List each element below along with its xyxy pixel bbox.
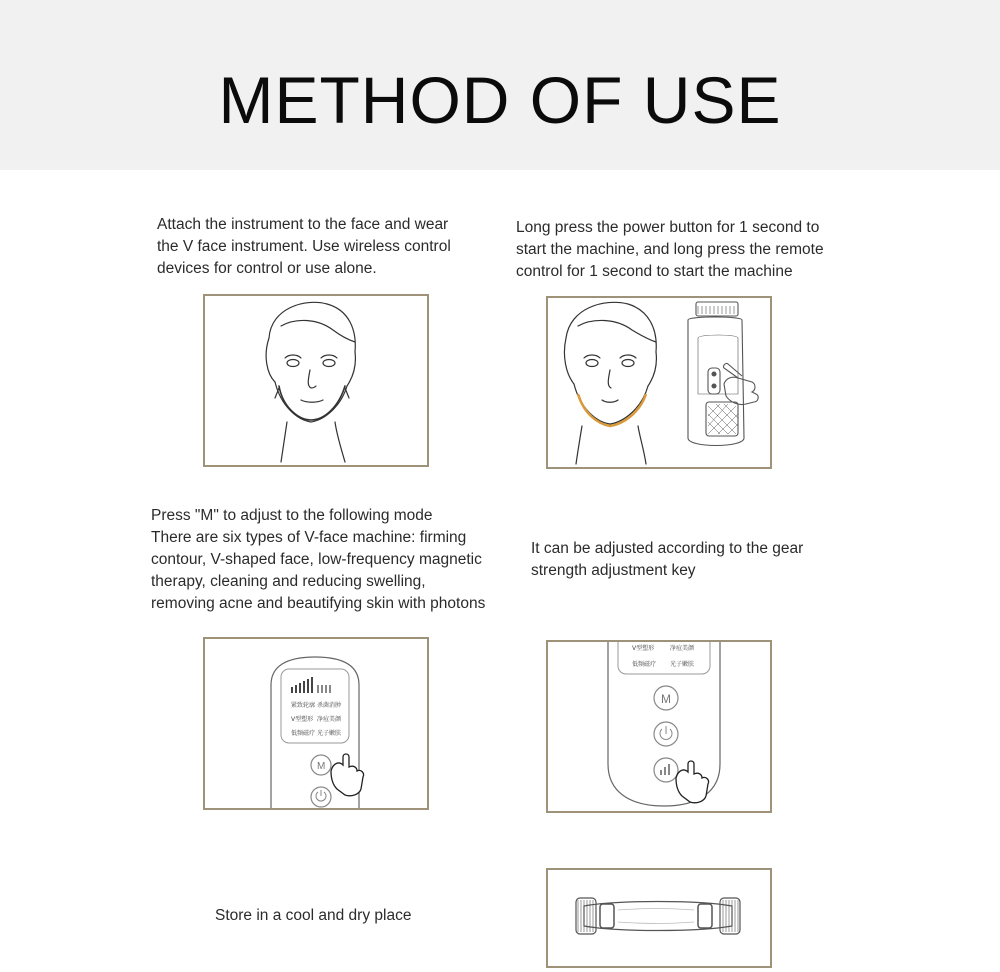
remote-mode-drawing <box>205 639 427 808</box>
mode-label-5b: 净痘美颜 <box>670 645 695 652</box>
page-title: METHOD OF USE <box>218 63 782 137</box>
gear-level-icon <box>660 764 670 775</box>
step-4-line-2: strength adjustment key <box>531 562 696 579</box>
step-1-line-3: devices for control or use alone. <box>157 260 377 277</box>
step-3-line-3: contour, V-shaped face, low-frequency magnetic <box>151 551 482 568</box>
step-5-text <box>215 905 411 927</box>
remote-gear-drawing <box>548 642 770 811</box>
m-button-label: M <box>317 761 326 772</box>
intensity-bars <box>291 677 331 693</box>
mode-label-3: V型塑形 <box>291 716 314 723</box>
step-5-line-1: Store in a cool and dry place <box>215 907 412 924</box>
step-2-illustration <box>546 296 772 469</box>
step-1-line-2: the V face instrument. Use wireless control <box>157 238 451 255</box>
power-icon <box>316 790 326 801</box>
step-2-text <box>516 217 824 283</box>
step-3-illustration <box>203 637 429 810</box>
step-2-line-2: start the machine, and long press the remote <box>516 241 824 258</box>
m-button-b-label: M <box>661 692 671 706</box>
step-3-line-1: Press "M" to adjust to the following mode <box>151 507 433 524</box>
step-1-text <box>157 214 451 280</box>
mode-label-4: 净痘美颜 <box>317 716 342 723</box>
strap-device-drawing <box>548 870 770 966</box>
step-3-line-2: There are six types of V-face machine: firming <box>151 529 467 546</box>
mode-label-7b: 光子嫩肤 <box>670 661 695 668</box>
step-1-line-1: Attach the instrument to the face and wear <box>157 216 449 233</box>
mode-label-4b: V型塑形 <box>632 645 655 652</box>
mode-label-6: 光子嫩肤 <box>317 730 342 737</box>
step-1-illustration <box>203 294 429 467</box>
face-strap-drawing <box>205 296 427 465</box>
mode-label-1: 紧致轮廓 <box>291 702 316 709</box>
pointing-hand-icon-b <box>676 761 709 803</box>
orange-strap-line <box>578 394 646 426</box>
step-3-text <box>151 505 485 615</box>
step-3-line-5: removing acne and beautifying skin with photons <box>151 595 486 612</box>
step-4-text <box>531 538 803 582</box>
step-2-line-3: control for 1 second to start the machine <box>516 263 793 280</box>
mode-label-2: 杀菌消肿 <box>317 702 342 709</box>
step-2-line-1: Long press the power button for 1 second to <box>516 219 820 236</box>
face-remote-drawing <box>548 298 770 467</box>
step-4-illustration <box>546 640 772 813</box>
step-5-illustration <box>546 868 772 968</box>
mode-label-6b: 低频磁疗 <box>632 661 657 668</box>
step-4-line-1: It can be adjusted according to the gear <box>531 540 804 557</box>
header-banner <box>0 0 1000 170</box>
power-icon-b <box>660 726 672 739</box>
step-3-line-4: therapy, cleaning and reducing swelling, <box>151 573 426 590</box>
mode-label-5: 低频磁疗 <box>291 730 316 737</box>
